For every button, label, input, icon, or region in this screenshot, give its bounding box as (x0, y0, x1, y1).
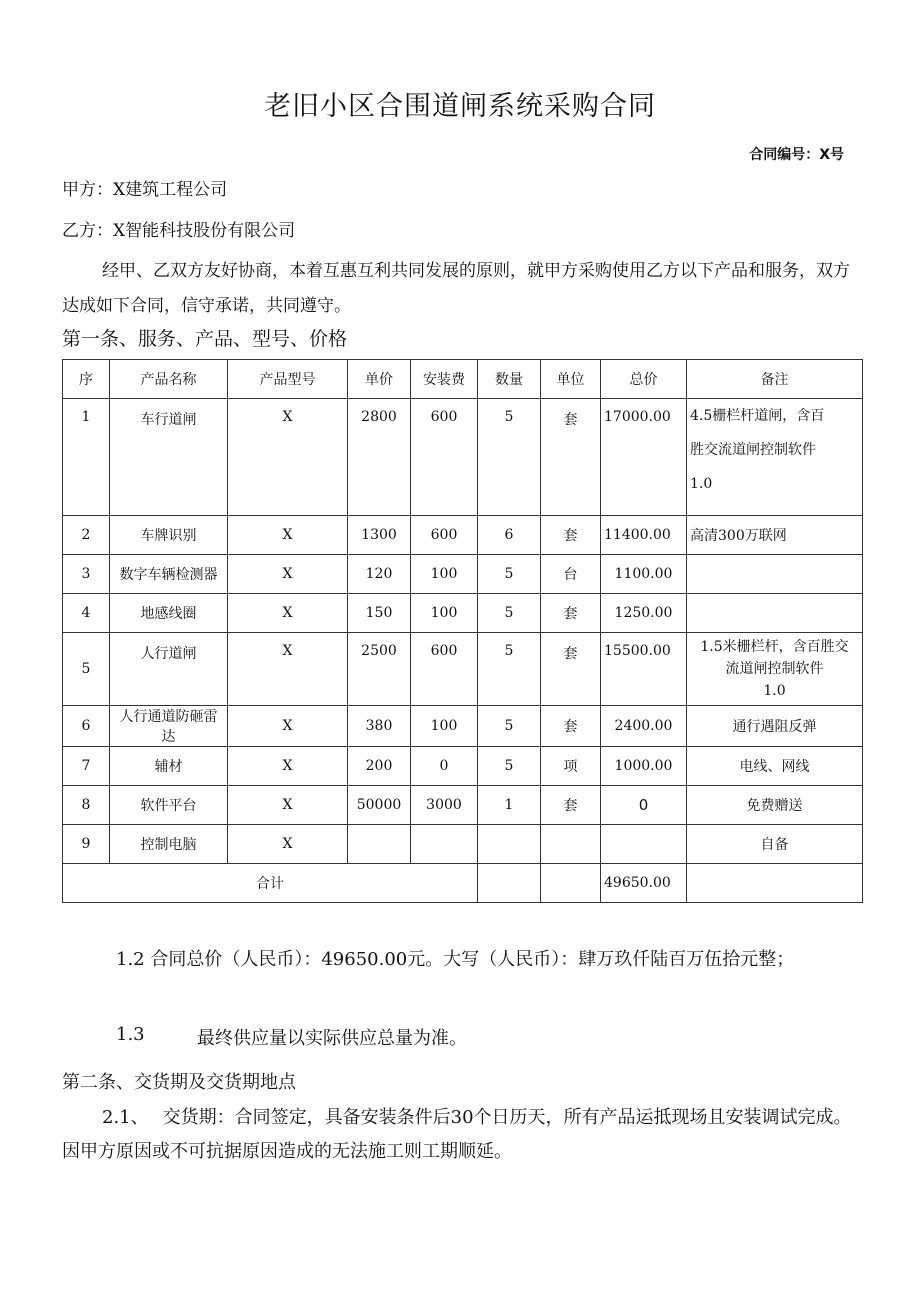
header-cell: 单价 (348, 360, 411, 399)
cell-total: 2400.00 (601, 706, 687, 747)
sum-total: 49650.00 (601, 864, 687, 903)
cell-total: 17000.00 (601, 399, 687, 516)
cell-qty: 5 (478, 555, 541, 594)
header-cell: 备注 (687, 360, 863, 399)
cell-no: 5 (63, 633, 110, 706)
cell-price: 2800 (348, 399, 411, 516)
intro-paragraph: 经甲、乙双方友好协商，本着互惠互利共同发展的原则，就甲方采购使用乙方以下产品和服务，双方达成如下合同，信守承诺，共同遵守。 (62, 261, 850, 316)
cell-unit: 套 (541, 706, 601, 747)
cell-model: X (228, 747, 348, 786)
cell-name: 辅材 (110, 747, 228, 786)
header-cell: 产品名称 (110, 360, 228, 399)
cell-total: 15500.00 (601, 633, 687, 706)
price-table (62, 359, 863, 903)
section2-title: 第二条、交货期及交货期地点 (62, 1072, 296, 1093)
party-b: 乙方：X智能科技股份有限公司 (62, 221, 296, 241)
header-cell: 序 (63, 360, 110, 399)
cell-unit: 台 (541, 555, 601, 594)
cell-remark: 电线、网线 (687, 747, 863, 786)
cell-price: 120 (348, 555, 411, 594)
cell-model: X (228, 594, 348, 633)
cell-no: 4 (63, 594, 110, 633)
cell-remark (687, 555, 863, 594)
table-header-row (63, 360, 863, 399)
remark-line: 胜交流道闸控制软件 (690, 442, 816, 458)
clause-2-1-text: 交货期：合同签定，具备安装条件后30个日历天，所有产品运抵现场且安装调试完成。因甲方原因或不可抗据原因造成的无法施工则工期顺延。 (62, 1107, 852, 1162)
table-row (63, 594, 863, 633)
contract-number: 合同编号：X号 (749, 147, 844, 163)
cell-name: 人行道闸 (110, 633, 228, 706)
remark-line: 1.0 (763, 683, 786, 699)
cell-unit (541, 825, 601, 864)
cell-model: X (228, 555, 348, 594)
cell-qty (478, 825, 541, 864)
table-row (63, 399, 863, 516)
header-cell: 单位 (541, 360, 601, 399)
table-row (63, 516, 863, 555)
table-sum-row (63, 864, 863, 903)
cell-remark (687, 399, 863, 516)
cell-qty: 5 (478, 706, 541, 747)
cell-no: 8 (63, 786, 110, 825)
cell-install: 100 (411, 706, 478, 747)
cell-price: 150 (348, 594, 411, 633)
cell-model: X (228, 399, 348, 516)
cell-total: 0 (601, 786, 687, 825)
cell-qty: 5 (478, 594, 541, 633)
remark-line: 流道闸控制软件 (725, 661, 824, 677)
sum-label: 合计 (63, 864, 478, 903)
cell-price: 2500 (348, 633, 411, 706)
cell-no: 1 (63, 399, 110, 516)
cell-unit: 套 (541, 594, 601, 633)
clause-1-3-text: 最终供应量以实际供应总量为准。 (197, 1028, 467, 1049)
remark-line: 1.0 (690, 476, 713, 492)
cell-qty: 1 (478, 786, 541, 825)
cell-price: 200 (348, 747, 411, 786)
cell-model: X (228, 706, 348, 747)
section1-title: 第一条、服务、产品、型号、价格 (62, 328, 348, 350)
clause-1-2: 1.2 合同总价（人民币）：49650.00元。大写（人民币）：肆万玖仟陆百万伍拾元整； (116, 949, 795, 970)
clause-2-1-number: 2.1、 (102, 1107, 149, 1128)
cell-total: 11400.00 (601, 516, 687, 555)
cell-remark: 免费赠送 (687, 786, 863, 825)
cell-model: X (228, 825, 348, 864)
cell-name: 数字车辆检测器 (110, 555, 228, 594)
sum-empty-cell (541, 864, 601, 903)
cell-no: 6 (63, 706, 110, 747)
cell-price: 380 (348, 706, 411, 747)
header-cell: 数量 (478, 360, 541, 399)
cell-qty: 5 (478, 633, 541, 706)
cell-total: 1250.00 (601, 594, 687, 633)
cell-price: 1300 (348, 516, 411, 555)
cell-qty: 5 (478, 747, 541, 786)
cell-no: 7 (63, 747, 110, 786)
cell-install: 100 (411, 555, 478, 594)
cell-install: 600 (411, 633, 478, 706)
cell-no: 9 (63, 825, 110, 864)
cell-name: 人行通道防砸雷达 (110, 706, 228, 747)
sum-empty-cell (687, 864, 863, 903)
cell-install: 100 (411, 594, 478, 633)
cell-install: 600 (411, 516, 478, 555)
table-row (63, 786, 863, 825)
clause-1-3-number: 1.3 (116, 1024, 145, 1045)
cell-total: 1000.00 (601, 747, 687, 786)
cell-total (601, 825, 687, 864)
cell-unit: 套 (541, 516, 601, 555)
table-row (63, 633, 863, 706)
cell-unit: 套 (541, 633, 601, 706)
cell-remark: 自备 (687, 825, 863, 864)
header-cell: 安装费 (411, 360, 478, 399)
party-a: 甲方：X建筑工程公司 (62, 180, 228, 200)
clause-2-1 (62, 1101, 862, 1169)
cell-no: 2 (63, 516, 110, 555)
header-cell: 总价 (601, 360, 687, 399)
table-row (63, 825, 863, 864)
cell-remark (687, 633, 863, 706)
header-cell: 产品型号 (228, 360, 348, 399)
cell-model: X (228, 516, 348, 555)
cell-unit: 套 (541, 786, 601, 825)
sum-empty-cell (478, 864, 541, 903)
table-row (63, 747, 863, 786)
cell-unit: 套 (541, 399, 601, 516)
cell-qty: 6 (478, 516, 541, 555)
cell-model: X (228, 633, 348, 706)
table-row (63, 706, 863, 747)
cell-name: 车行道闸 (110, 399, 228, 516)
cell-install: 600 (411, 399, 478, 516)
cell-unit: 项 (541, 747, 601, 786)
cell-model: X (228, 786, 348, 825)
cell-remark (687, 594, 863, 633)
cell-price: 50000 (348, 786, 411, 825)
cell-price (348, 825, 411, 864)
cell-remark: 高清300万联网 (687, 516, 863, 555)
cell-remark: 通行遇阻反弹 (687, 706, 863, 747)
cell-name: 地感线圈 (110, 594, 228, 633)
cell-name: 控制电脑 (110, 825, 228, 864)
cell-name: 车牌识别 (110, 516, 228, 555)
cell-install: 3000 (411, 786, 478, 825)
cell-qty: 5 (478, 399, 541, 516)
remark-line: 4.5栅栏杆道闸，含百 (690, 408, 825, 424)
page-title: 老旧小区合围道闸系统采购合同 (264, 91, 656, 122)
cell-total: 1100.00 (601, 555, 687, 594)
cell-no: 3 (63, 555, 110, 594)
cell-name: 软件平台 (110, 786, 228, 825)
cell-install (411, 825, 478, 864)
cell-install: 0 (411, 747, 478, 786)
remark-line: 1.5米栅栏杆，含百胜交 (700, 639, 849, 655)
table-row (63, 555, 863, 594)
